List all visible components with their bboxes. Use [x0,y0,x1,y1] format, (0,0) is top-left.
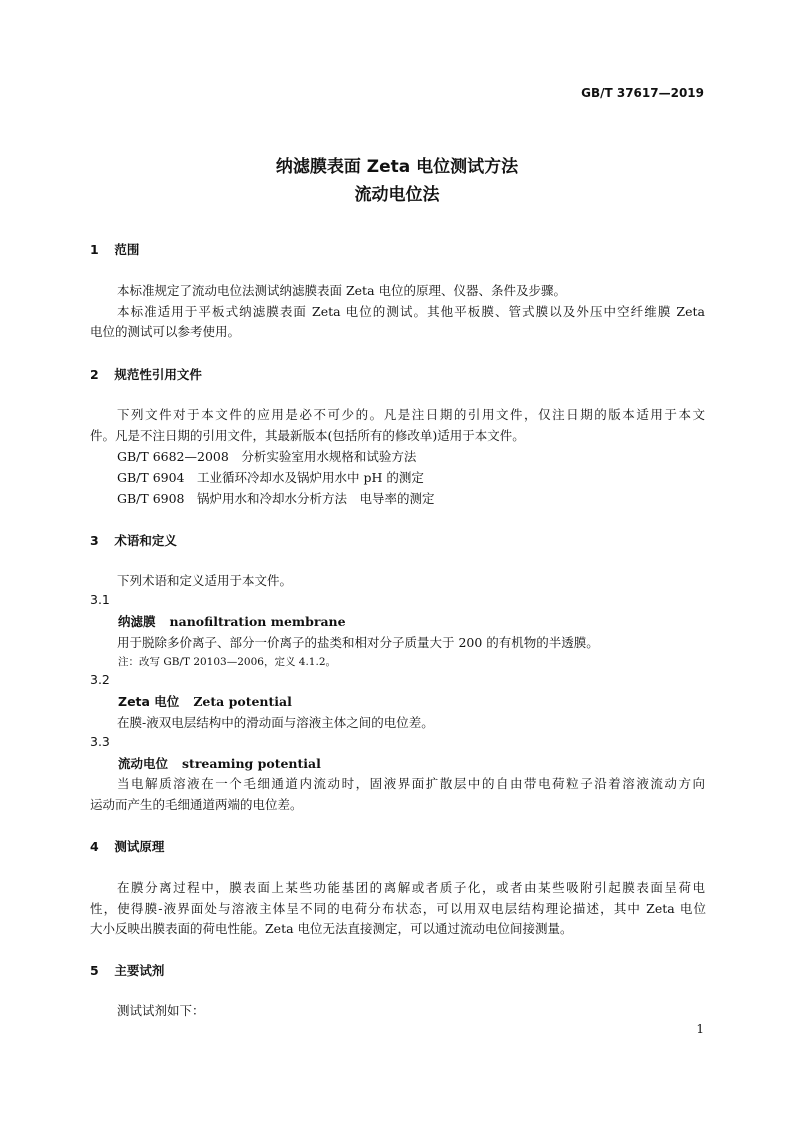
term-en: nanofiltration membrane [169,614,346,629]
term-en: Zeta potential [193,694,292,709]
paragraph: 下列文件对于本文件的应用是必不可少的。凡是注日期的引用文件，仅注日期的版本适用于本文 [117,407,705,422]
document-subtitle: 流动电位法 [354,185,440,205]
term-definition: 当电解质溶液在一个毛细通道内流动时，固液界面扩散层中的自由带电荷粒子沿着溶液流动方向 [117,776,705,791]
paragraph: 本标准适用于平板式纳滤膜表面 Zeta 电位的测试。其他平板膜、管式膜以及外压中空纤维膜 Zeta [117,304,705,319]
section-5-heading [90,961,164,979]
section-4-heading [90,837,164,855]
section-title: 测试原理 [114,839,165,854]
term-zh: 流动电位 [118,756,169,771]
paragraph: 本标准规定了流动电位法测试纳滤膜表面 Zeta 电位的原理、仪器、条件及步骤。 [117,283,567,298]
term-number: 3.2 [90,672,110,687]
section-title: 规范性引用文件 [114,367,202,382]
term-definition-continued: 运动而产生的毛细通道两端的电位差。 [90,797,303,812]
paragraph-continued: 电位的测试可以参考使用。 [90,324,241,339]
paragraph: 下列术语和定义适用于本文件。 [117,573,293,588]
paragraph-continued: 件。凡是不注日期的引用文件，其最新版本(包括所有的修改单)适用于本文件。 [90,428,525,443]
section-number: 4 [90,839,99,854]
paragraph: 在膜分离过程中，膜表面上某些功能基团的离解或者质子化，或者由某些吸附引起膜表面呈荷电 [117,880,705,895]
term-zh: 纳滤膜 [118,614,156,629]
section-3-heading [90,531,177,549]
section-number: 5 [90,963,99,978]
section-1-heading [90,240,139,258]
normative-reference: GB/T 6682—2008 分析实验室用水规格和试验方法 [117,449,417,464]
section-title: 术语和定义 [114,533,177,548]
term-entry [118,612,346,630]
normative-reference: GB/T 6908 锅炉用水和冷却水分析方法 电导率的测定 [117,491,435,506]
term-entry [118,692,292,710]
normative-reference: GB/T 6904 工业循环冷却水及锅炉用水中 pH 的测定 [117,470,424,485]
term-zh: Zeta 电位 [118,694,180,709]
term-definition: 在膜-液双电层结构中的滑动面与溶液主体之间的电位差。 [117,715,434,730]
section-number: 3 [90,533,99,548]
paragraph-continued: 性，使得膜-液界面处与溶液主体呈不同的电荷分布状态，可以用双电层结构理论描述，其中 Zeta 电位 [90,901,706,916]
standard-code: GB/T 37617—2019 [581,86,704,100]
term-entry [118,754,321,772]
paragraph: 测试试剂如下： [117,1003,205,1018]
term-number: 3.3 [90,734,110,749]
paragraph-continued: 大小反映出膜表面的荷电性能。Zeta 电位无法直接测定，可以通过流动电位间接测量。 [90,921,573,936]
section-title: 范围 [114,242,140,257]
section-title: 主要试剂 [114,963,165,978]
term-definition: 用于脱除多价离子、部分一价离子的盐类和相对分子质量大于 200 的有机物的半透膜。 [117,635,599,650]
term-note: 注：改写 GB/T 20103—2006，定义 4.1.2。 [118,656,336,668]
section-number: 2 [90,367,99,382]
term-en: streaming potential [182,756,321,771]
page-number: 1 [696,1022,704,1036]
section-number: 1 [90,242,99,257]
section-2-heading [90,365,202,383]
document-title: 纳滤膜表面 Zeta 电位测试方法 [275,157,519,177]
term-number: 3.1 [90,592,110,607]
